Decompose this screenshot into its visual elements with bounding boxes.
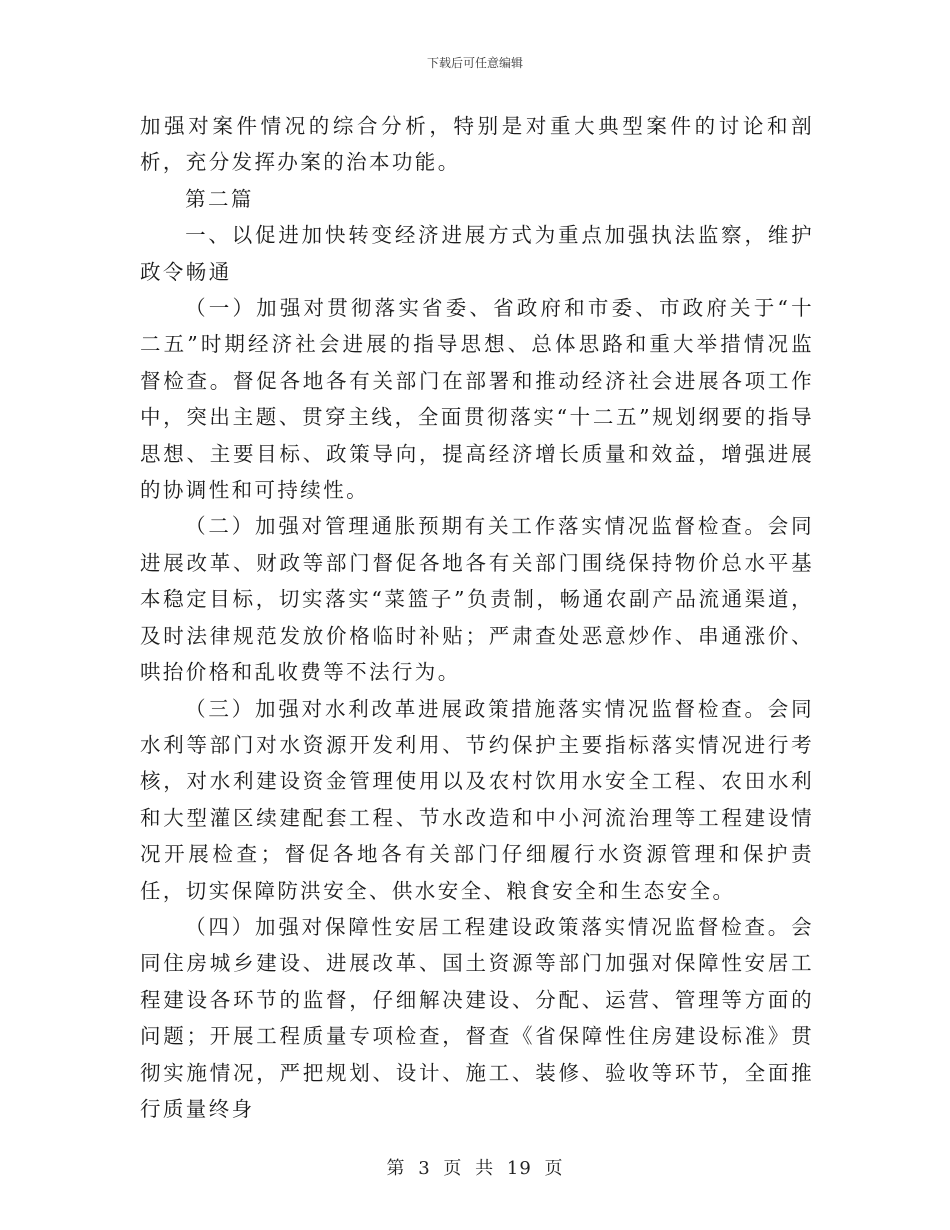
paragraph-item-4: （四）加强对保障性安居工程建设政策落实情况监督检查。会同住房城乡建设、进展改革、国土资源等部门加强对保障性安居工程建设各环节的监督，仔细解决建设、分配、运营、管理等方面的问题；开展工程质量专项检查，督查《省保障性住房建设标准》贯彻实施情况，严把规划、设计、施工、装修、验收等环节，全面推行质量终身 [140,914,814,1121]
paragraph-item-1: （一）加强对贯彻落实省委、省政府和市委、市政府关于“十二五”时期经济社会进展的指导思想、总体思路和重大举措情况监督检查。督促各地各有关部门在部署和推动经济社会进展各项工作中，突出主题、贯穿主线，全面贯彻落实“十二五”规划纲要的指导思想、主要目标、政策导向，提高经济增长质量和效益，增强进展的协调性和可持续性。 [140,296,814,503]
paragraph-item-3: （三）加强对水利改革进展政策措施落实情况监督检查。会同水利等部门对水资源开发利用、节约保护主要指标落实情况进行考核，对水利建设资金管理使用以及农村饮用水安全工程、农田水利和大型灌区续建配套工程、节水改造和中小河流治理等工程建设情况开展检查；督促各地各有关部门仔细履行水资源管理和保护责任，切实保障防洪安全、供水安全、粮食安全和生态安全。 [140,696,814,903]
footer-gong: 共 [475,1158,495,1179]
footer-ye: 页 [443,1158,463,1179]
footer-di: 第 [386,1158,406,1179]
header-note: 下载后可任意编辑 [426,56,523,70]
document-body [140,108,814,1127]
heading-one: 一、以促进加快转变经济进展方式为重点加强执法监察，维护政令畅通 [140,223,814,284]
paragraph-item-2: （二）加强对管理通胀预期有关工作落实情况监督检查。会同进展改革、财政等部门督促各地各有关部门围绕保持物价总水平基本稳定目标，切实落实“菜篮子”负责制，畅通农副产品流通渠道，及时法律规范发放价格临时补贴；严肃查处恶意炒作、串通涨价、哄抬价格和乱收费等不法行为。 [140,514,814,685]
paragraph-continuation: 加强对案件情况的综合分析，特别是对重大典型案件的讨论和剖析，充分发挥办案的治本功能。 [140,114,814,175]
footer-ye-end: 页 [544,1158,564,1179]
page-footer [0,1154,950,1180]
section-title: 第二篇 [185,186,254,211]
footer-current-page: 3 [418,1158,431,1179]
footer-total-pages: 19 [506,1158,532,1179]
